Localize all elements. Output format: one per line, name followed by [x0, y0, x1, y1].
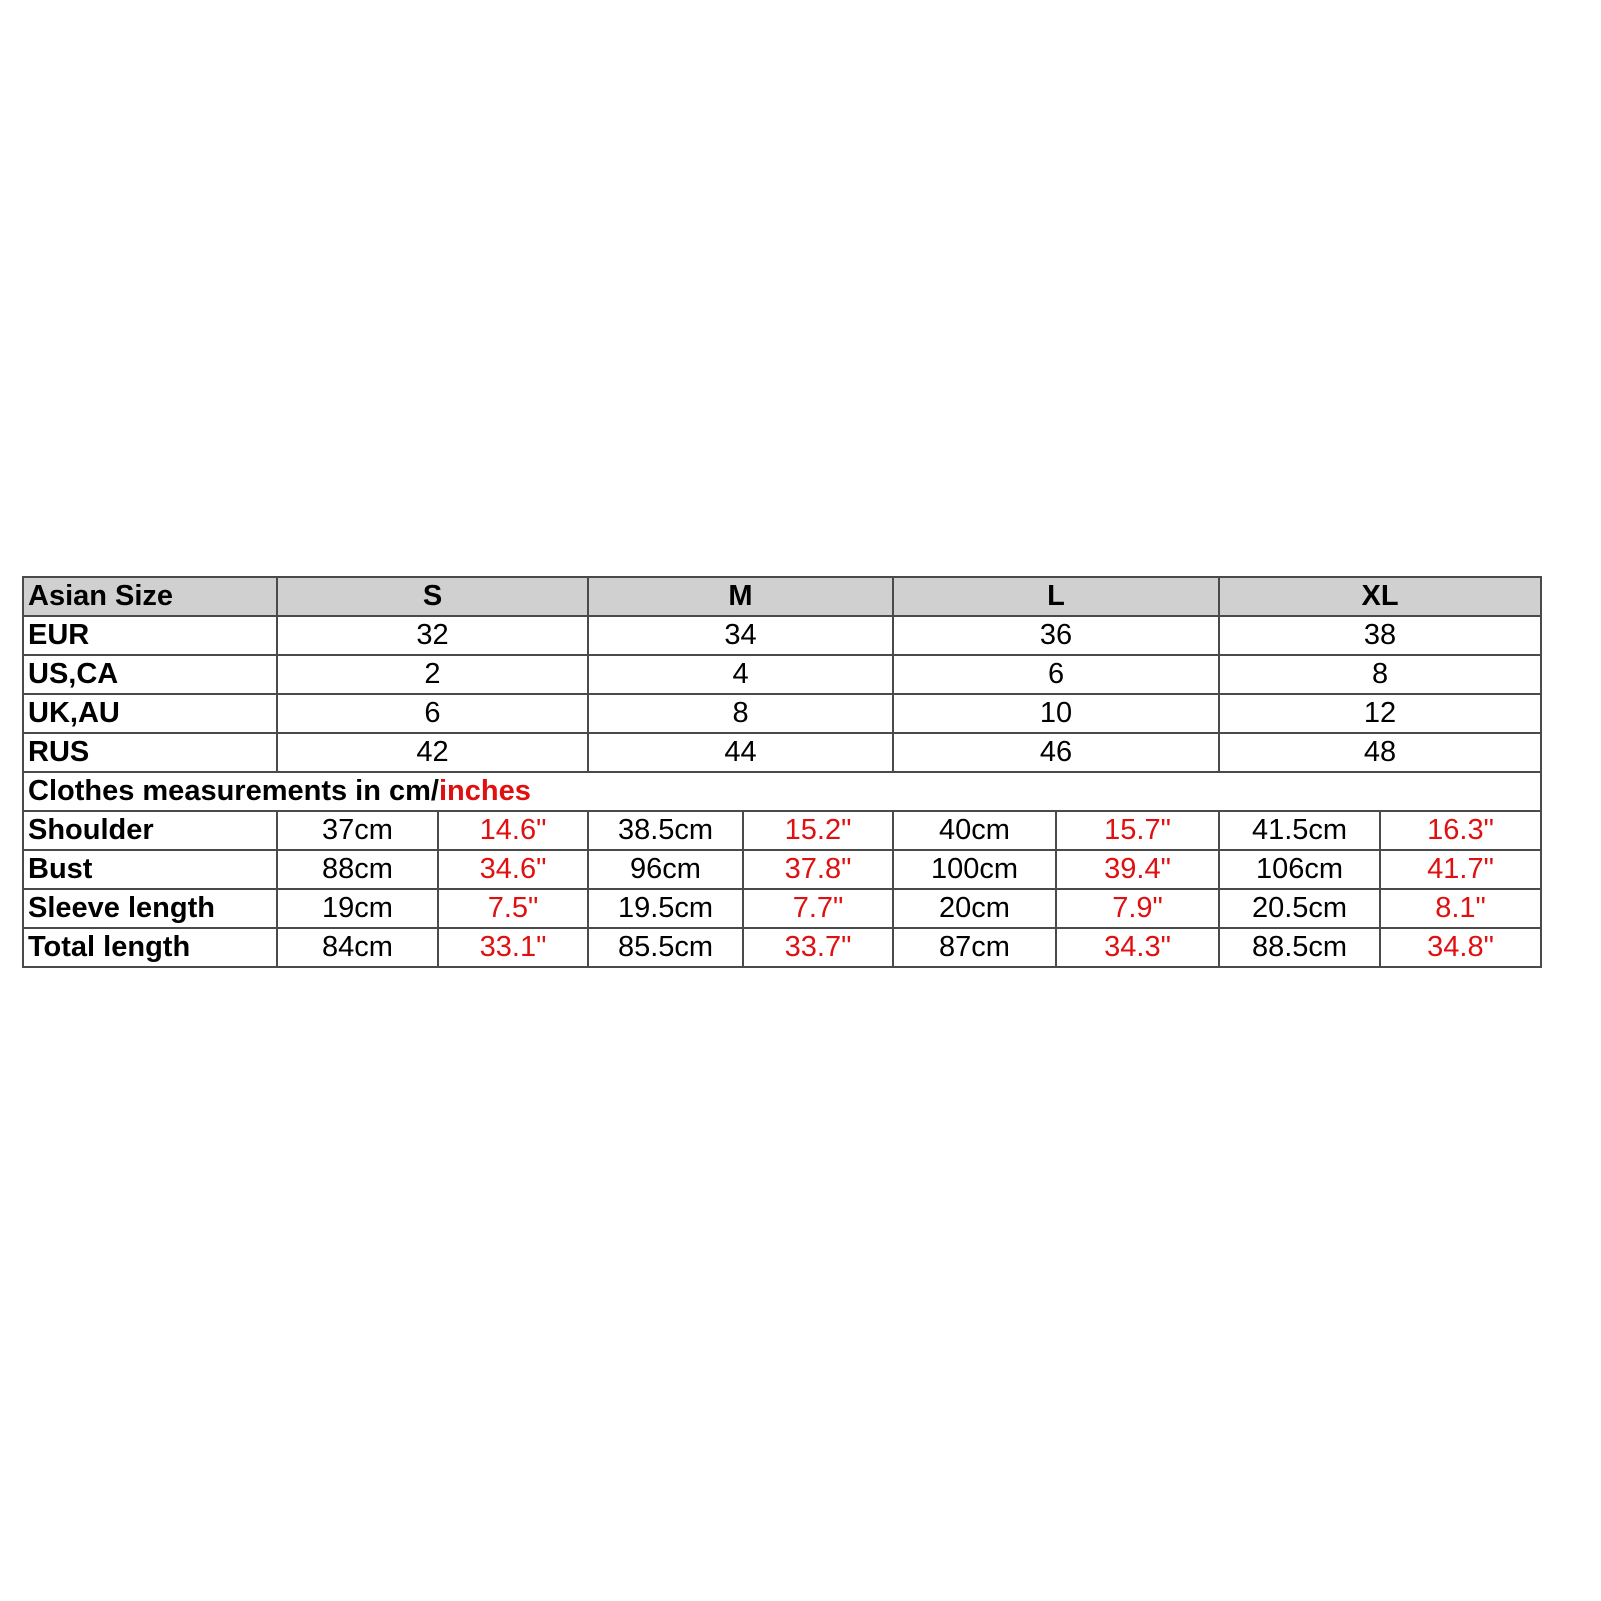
section-title-prefix: Clothes measurements in cm/ [28, 775, 439, 807]
size-header-xl: XL [1219, 577, 1541, 616]
corner-label: Asian Size [23, 577, 277, 616]
cell: 6 [893, 655, 1219, 694]
cell: 8 [1219, 655, 1541, 694]
row-label: Shoulder [23, 811, 277, 850]
conversion-row-uk-au [23, 694, 1541, 733]
cm-cell: 84cm [277, 928, 438, 967]
size-header-m: M [588, 577, 893, 616]
inch-cell: 33.1" [438, 928, 588, 967]
section-title-highlight: inches [438, 775, 531, 807]
cm-cell: 20.5cm [1219, 889, 1380, 928]
conversion-row-rus [23, 733, 1541, 772]
cm-cell: 19cm [277, 889, 438, 928]
cell: 12 [1219, 694, 1541, 733]
size-header-l: L [893, 577, 1219, 616]
cm-cell: 19.5cm [588, 889, 743, 928]
inch-cell: 37.8" [743, 850, 893, 889]
section-title [23, 772, 1541, 811]
cm-cell: 20cm [893, 889, 1056, 928]
cell: 10 [893, 694, 1219, 733]
inch-cell: 34.3" [1056, 928, 1219, 967]
row-label: EUR [23, 616, 277, 655]
size-header-s: S [277, 577, 588, 616]
cm-cell: 40cm [893, 811, 1056, 850]
row-label: Total length [23, 928, 277, 967]
section-title-row [23, 772, 1541, 811]
row-label: Sleeve length [23, 889, 277, 928]
inch-cell: 15.7" [1056, 811, 1219, 850]
cell: 42 [277, 733, 588, 772]
conversion-row-us-ca [23, 655, 1541, 694]
inch-cell: 34.6" [438, 850, 588, 889]
inch-cell: 15.2" [743, 811, 893, 850]
inch-cell: 7.5" [438, 889, 588, 928]
inch-cell: 14.6" [438, 811, 588, 850]
conversion-row-eur [23, 616, 1541, 655]
cm-cell: 88.5cm [1219, 928, 1380, 967]
cm-cell: 87cm [893, 928, 1056, 967]
cell: 38 [1219, 616, 1541, 655]
row-label: RUS [23, 733, 277, 772]
cm-cell: 88cm [277, 850, 438, 889]
cell: 4 [588, 655, 893, 694]
inch-cell: 8.1" [1380, 889, 1541, 928]
inch-cell: 7.7" [743, 889, 893, 928]
cell: 46 [893, 733, 1219, 772]
cm-cell: 100cm [893, 850, 1056, 889]
measurement-row-sleeve-length [23, 889, 1541, 928]
cm-cell: 38.5cm [588, 811, 743, 850]
size-chart-table [22, 576, 1542, 968]
cell: 2 [277, 655, 588, 694]
cell: 6 [277, 694, 588, 733]
cm-cell: 85.5cm [588, 928, 743, 967]
cm-cell: 41.5cm [1219, 811, 1380, 850]
cell: 8 [588, 694, 893, 733]
row-label: Bust [23, 850, 277, 889]
measurement-row-total-length [23, 928, 1541, 967]
row-label: US,CA [23, 655, 277, 694]
inch-cell: 39.4" [1056, 850, 1219, 889]
inch-cell: 33.7" [743, 928, 893, 967]
cell: 32 [277, 616, 588, 655]
inch-cell: 16.3" [1380, 811, 1541, 850]
cell: 36 [893, 616, 1219, 655]
cm-cell: 96cm [588, 850, 743, 889]
inch-cell: 7.9" [1056, 889, 1219, 928]
cm-cell: 37cm [277, 811, 438, 850]
row-label: UK,AU [23, 694, 277, 733]
header-row [23, 577, 1541, 616]
cell: 48 [1219, 733, 1541, 772]
measurement-row-shoulder [23, 811, 1541, 850]
measurement-row-bust [23, 850, 1541, 889]
inch-cell: 34.8" [1380, 928, 1541, 967]
cell: 34 [588, 616, 893, 655]
cm-cell: 106cm [1219, 850, 1380, 889]
cell: 44 [588, 733, 893, 772]
inch-cell: 41.7" [1380, 850, 1541, 889]
